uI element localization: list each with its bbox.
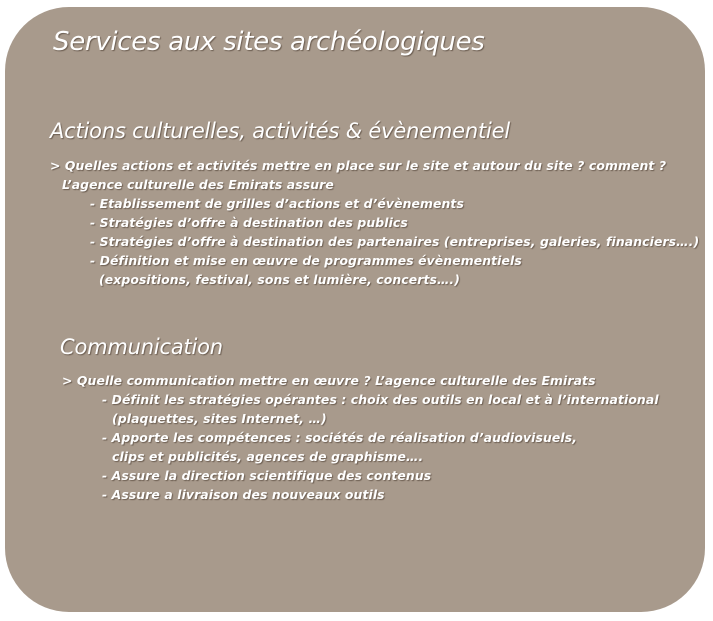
- section-heading-communication: Communication: [60, 335, 223, 359]
- page-title: Services aux sites archéologiques: [53, 27, 485, 57]
- bullet-continuation: clips et publicités, agences de graphisme….: [112, 449, 424, 464]
- bullet-item: - Stratégies d’offre à destination des partenaires (entreprises, galeries, financiers….): [90, 234, 700, 249]
- bullet-item: - Assure a livraison des nouveaux outils: [102, 487, 385, 502]
- bullet-item: - Etablissement de grilles d’actions et d’évènements: [90, 196, 464, 211]
- bullet-continuation: (plaquettes, sites Internet, …): [112, 411, 327, 426]
- bullet-item: - Stratégies d’offre à destination des publics: [90, 215, 408, 230]
- bullet-item: - Apporte les compétences : sociétés de réalisation d’audiovisuels,: [102, 430, 578, 445]
- section-line: L’agence culturelle des Emirats assure: [62, 177, 334, 192]
- bullet-item: - Assure la direction scientifique des contenus: [102, 468, 432, 483]
- content-card: [5, 7, 705, 612]
- bullet-continuation: (expositions, festival, sons et lumière, concerts….): [99, 272, 461, 287]
- section-heading-actions: Actions culturelles, activités & évènementiel: [50, 119, 510, 143]
- bullet-item: - Définit les stratégies opérantes : choix des outils en local et à l’international: [102, 392, 659, 407]
- bullet-item: - Définition et mise en œuvre de programmes évènementiels: [90, 253, 522, 268]
- section-line: > Quelle communication mettre en œuvre ? L’agence culturelle des Emirats: [62, 373, 596, 388]
- section-line: > Quelles actions et activités mettre en place sur le site et autour du site ? comment ?: [50, 158, 667, 173]
